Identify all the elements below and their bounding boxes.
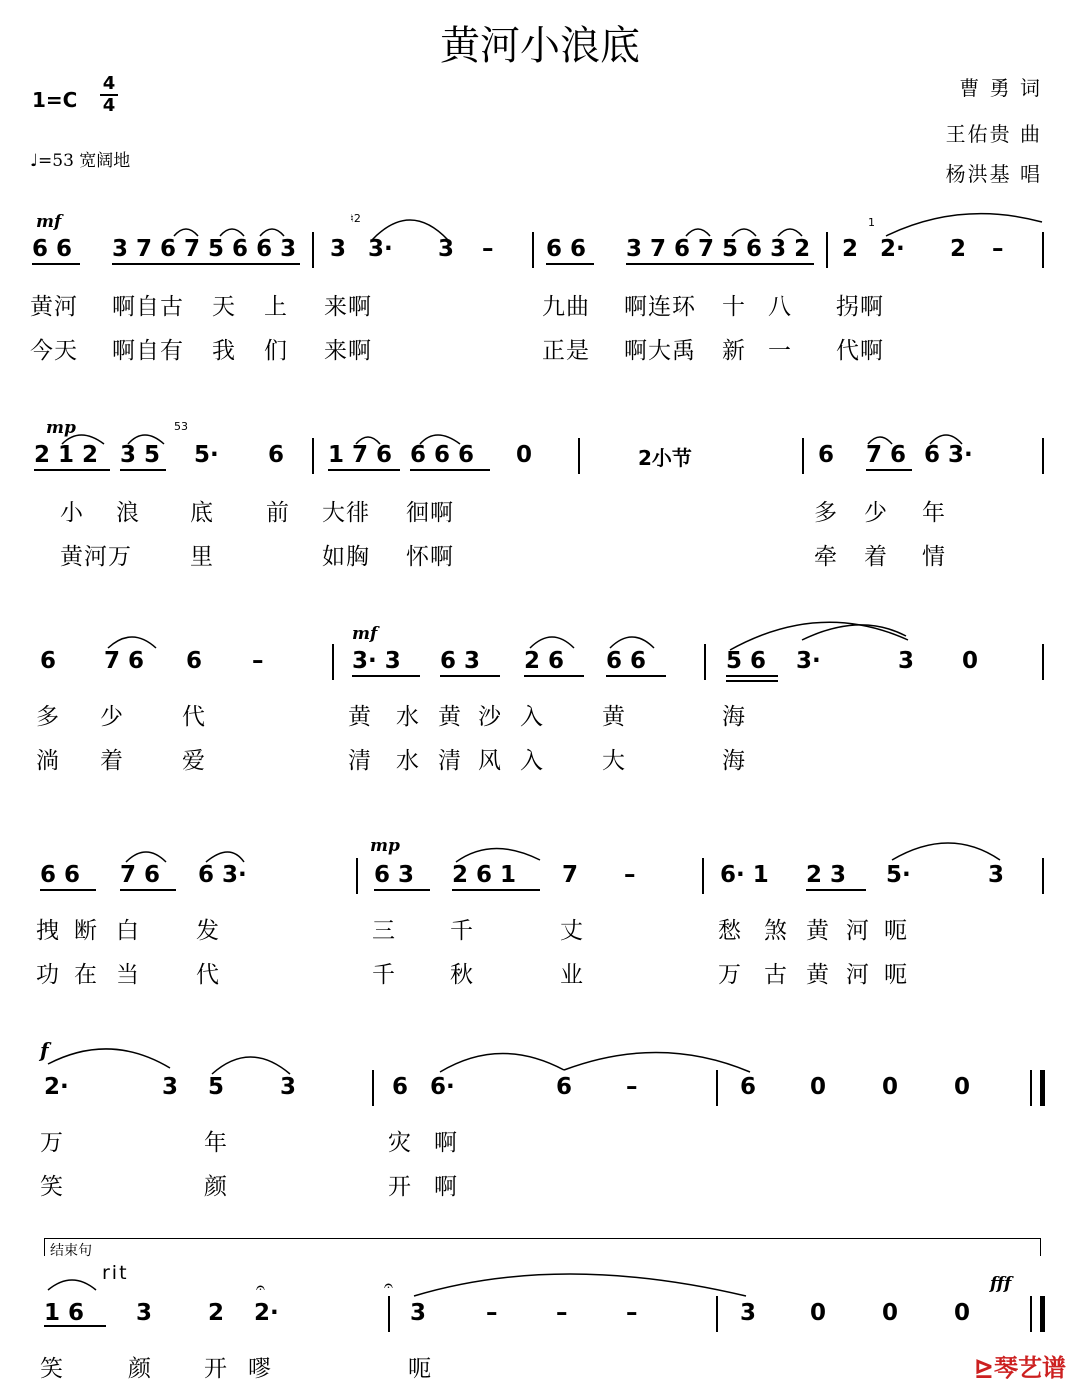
lyric: 愁 [718,918,742,944]
note-group: 3 7 6 7 5 6 3 2 [626,236,811,262]
note-group: 6 6 6 [410,442,475,468]
slur [220,229,244,236]
dynamic-mark: mf [36,212,62,232]
lyric: 一 [768,338,792,364]
lyric: 千 [450,918,474,944]
lyric: 白 [116,918,140,944]
lyric: 九曲 [542,294,590,320]
lyric: 黄河 [30,294,78,320]
slur [212,1057,290,1074]
lyric: 情 [922,544,946,570]
lyric: 黄 [806,918,830,944]
note-group: 6 [186,648,203,674]
lyric: 年 [204,1130,228,1156]
lyric: 发 [196,918,220,944]
note-group: 2· [44,1074,69,1100]
note-group: 6 3 [374,862,415,888]
lyric: 怀啊 [406,544,454,570]
note-group: 3 [898,648,915,674]
note-group: – [626,1300,638,1326]
note-group: 5 6 [726,648,767,674]
note-group: 2· [254,1300,279,1326]
note-group: 3 [330,236,347,262]
slur [892,843,1000,860]
note-group: 0 [882,1074,899,1100]
lyric: 前 [266,500,290,526]
note-group: 0 [962,648,979,674]
note-group: 5 [208,1074,225,1100]
lyric: 海 [722,704,746,730]
lyric: 啊 [434,1130,458,1156]
lyric: 多 [36,704,60,730]
dynamic-mark: mf [352,624,378,644]
lyric: 古 [764,962,788,988]
note-group: 6 6 [606,648,647,674]
slur [686,229,710,236]
slur [868,437,892,444]
note-group: 0 [810,1300,827,1326]
note-group: 7 6 [120,862,161,888]
watermark-icon: ⊵ [973,1354,994,1382]
slur [930,435,962,444]
lyric: 黄 [438,704,462,730]
note-group: 6 [740,1074,757,1100]
lyric: 里 [190,544,214,570]
note-group: 2 6 [524,648,565,674]
lyric: 今天 [30,338,78,364]
lyric: 爱 [182,748,206,774]
lyric: 多 [814,500,838,526]
note-group: 6 6 [32,236,73,262]
note-group: 0 [954,1074,971,1100]
dynamic-mark: mp [370,836,400,856]
lyric: 代啊 [836,338,884,364]
lyric: 十 [722,294,746,320]
slur [414,1274,746,1296]
lyric: 在 [74,962,98,988]
slur [420,435,460,444]
lyric: 河 [846,918,870,944]
lyric: 八 [768,294,792,320]
note-group: 0 [954,1300,971,1326]
lyric: 当 [116,962,140,988]
note-group: 6 3 [440,648,481,674]
rest-measures: 2小节 [638,446,692,470]
grace-note-mark: ♮2 [350,212,361,225]
lyric: 浪 [116,500,140,526]
dynamic-mark: fff [990,1274,1012,1294]
lyric: 笑 [40,1356,64,1382]
note-group: 2· [880,236,905,262]
lyric: 笑 [40,1174,64,1200]
slur [356,437,380,444]
lyric: 牵 [814,544,838,570]
note-group: 5· [886,862,911,888]
slur [48,1049,170,1068]
note-group: – [252,648,264,674]
note-group: 6 6 [546,236,587,262]
lyric: 秋 [450,962,474,988]
lyric: 风 [478,748,502,774]
tempo-marking: ♩=53 宽阔地 [30,151,131,171]
lyric: 啊 [434,1174,458,1200]
note-group: – [626,1074,638,1100]
note-group: 6 [268,442,285,468]
lyric: 黄 [602,704,626,730]
note-group: 3 [438,236,455,262]
lyric: 清 [438,748,462,774]
note-group: 7 6 [104,648,145,674]
lyric: 开 [388,1174,412,1200]
lyric: 开 [204,1356,228,1382]
lyric: 淌 [36,748,60,774]
note-group: 0 [516,442,533,468]
lyric: 断 [74,918,98,944]
slur [886,214,1042,236]
lyric: 呃 [884,962,908,988]
lyric: 来啊 [324,338,372,364]
note-group: 6· [430,1074,455,1100]
lyric: 河 [846,962,870,988]
lyric: 我 [212,338,236,364]
lyric: 沙 [478,704,502,730]
note-group: 2 [950,236,967,262]
lyric: 颜 [204,1174,228,1200]
note-group: 0 [810,1074,827,1100]
note-group: 2 6 1 [452,862,517,888]
slur [610,637,654,648]
note-group: – [992,236,1004,262]
credit-singer: 杨洪基 唱 [945,162,1042,186]
grace-note-mark: 53 [174,420,188,433]
note-group: – [624,862,636,888]
credit-lyricist: 曹 勇 词 [959,76,1042,100]
slur [372,220,448,240]
slur [126,852,166,862]
lyric: 业 [560,962,584,988]
lyric: 少 [864,500,888,526]
lyric: 啊连环 [624,294,696,320]
quarter-note-icon: ♩ [30,151,39,171]
grace-note-mark: 1 [868,216,875,229]
note-group: 1 7 6 [328,442,393,468]
lyric: 入 [520,704,544,730]
lyric: 年 [922,500,946,526]
slur [48,1280,96,1290]
note-group: 3 5 [120,442,161,468]
lyric: 黄 [806,962,830,988]
page-title: 黄河小浪底 [440,23,640,69]
lyric: 少 [100,704,124,730]
lyric: 呃 [884,918,908,944]
lyric: 啊自有 [112,338,184,364]
note-group: 2 [208,1300,225,1326]
lyric: 大 [602,748,626,774]
note-group: 6 [818,442,835,468]
lyric: 大徘 [322,500,370,526]
time-signature: 4 4 [100,74,118,116]
note-group: – [556,1300,568,1326]
key-signature: 1=C [32,88,78,112]
note-group: 3· [796,648,821,674]
lyric: 天 [212,294,236,320]
lyric: 煞 [764,918,788,944]
lyric: 们 [264,338,288,364]
dynamic-mark: f [40,1038,49,1062]
coda-label: 结束句 [50,1243,92,1259]
lyric: 万 [718,962,742,988]
lyric: 代 [196,962,220,988]
lyric: 拐啊 [836,294,884,320]
slur [128,435,164,444]
note-group: 3 [740,1300,757,1326]
lyric: 黄 [348,704,372,730]
lyric: 入 [520,748,544,774]
dynamic-mark: mp [46,418,76,438]
slur [564,1052,750,1072]
note-group: 3 [410,1300,427,1326]
lyric: 清 [348,748,372,774]
lyric: 水 [396,704,420,730]
note-group: 6 3· [198,862,247,888]
lyric: 啊自古 [112,294,184,320]
note-group: 3 [988,862,1005,888]
slur [456,848,540,862]
lyric: 上 [264,294,288,320]
ritardando-mark: rit [102,1262,129,1284]
slur [260,229,284,236]
lyric: 底 [190,500,214,526]
fermata-icon: 𝄐 [384,1276,393,1295]
lyric: 万 [40,1130,64,1156]
lyric: 功 [36,962,60,988]
lyric: 颜 [128,1356,152,1382]
note-group: – [486,1300,498,1326]
lyric: 小 [60,500,84,526]
slur [108,637,156,648]
note-group: 5· [194,442,219,468]
lyric: 水 [396,748,420,774]
lyric: 灾 [388,1130,412,1156]
lyric: 正是 [542,338,590,364]
lyric: 啊大禹 [624,338,696,364]
slur [62,435,104,444]
note-group: 3· [368,236,393,262]
note-group: 6 [40,648,57,674]
slur [174,229,198,236]
lyric: 着 [100,748,124,774]
lyric: 丈 [560,918,584,944]
note-group: 3 [162,1074,179,1100]
lyric: 拽 [36,918,60,944]
credit-composer: 王佑贵 曲 [945,122,1042,146]
note-group: – [482,236,494,262]
note-group: 0 [882,1300,899,1326]
note-group: 3 [136,1300,153,1326]
note-group: 3 7 6 7 5 6 6 3 [112,236,297,262]
lyric: 黄河万 [60,544,132,570]
lyric: 三 [372,918,396,944]
lyric: 如胸 [322,544,370,570]
slur [530,637,574,648]
lyric: 呃 [408,1356,432,1382]
note-group: 6 [392,1074,409,1100]
lyric: 着 [864,544,888,570]
note-group: 2 3 [806,862,847,888]
lyric: 来啊 [324,294,372,320]
slur [778,229,802,236]
watermark-logo: ⊵琴艺谱 [973,1354,1066,1382]
note-group: 3· 3 [352,648,401,674]
lyric: 海 [722,748,746,774]
slur [440,1053,564,1072]
note-group: 2 [842,236,859,262]
note-group: 6· 1 [720,862,769,888]
lyric: 代 [182,704,206,730]
note-group: 7 6 [866,442,907,468]
note-group: 2 1 2 [34,442,99,468]
note-group: 1 6 [44,1300,85,1326]
note-group: 6 3· [924,442,973,468]
lyric: 嘐 [248,1356,272,1382]
note-group: 6 [556,1074,573,1100]
note-group: 3 [280,1074,297,1100]
slur [206,852,244,862]
lyric: 徊啊 [406,500,454,526]
lyric: 新 [722,338,746,364]
note-group: 7 [562,862,579,888]
fermata-icon: 𝄐 [256,1278,265,1297]
note-group: 6 6 [40,862,81,888]
slur [732,229,756,236]
lyric: 千 [372,962,396,988]
